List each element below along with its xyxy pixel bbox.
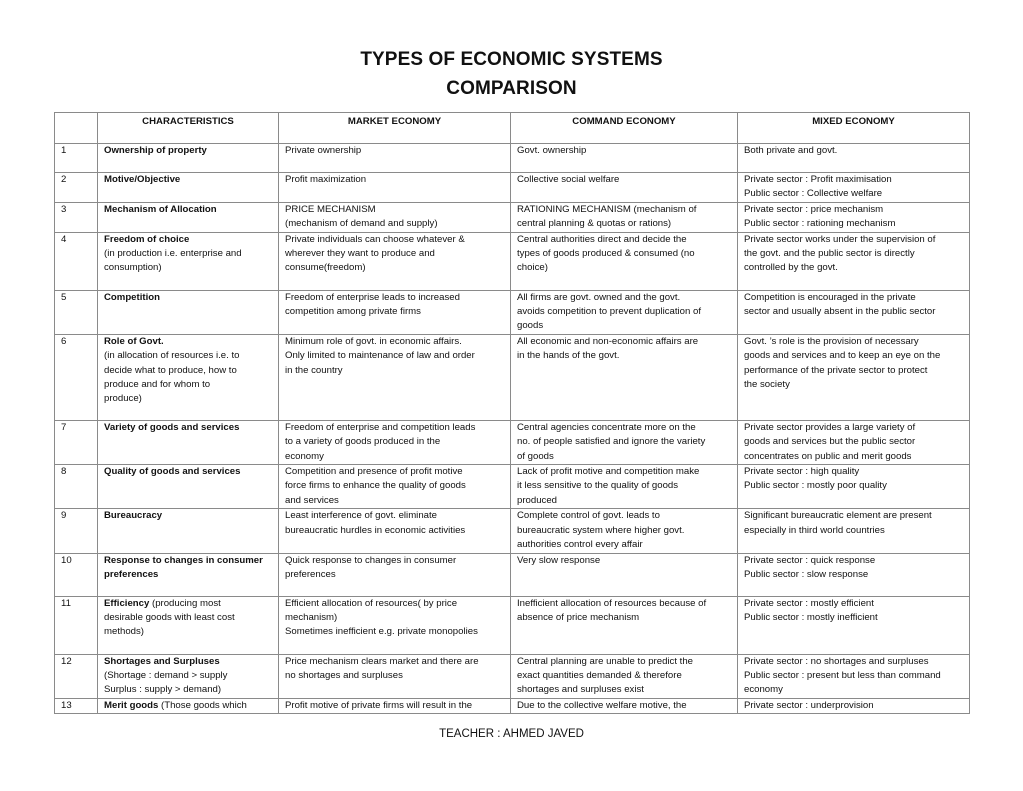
market-cell-line: Quick response to changes in consumer <box>285 554 457 566</box>
characteristic-line <box>104 699 272 713</box>
table-row <box>55 144 970 173</box>
table-row <box>55 173 970 203</box>
command-economy-cell <box>511 173 738 203</box>
mixed-cell-line: concentrates on public and merit goods <box>744 450 912 462</box>
characteristic-cell <box>98 698 279 713</box>
mixed-cell-line: economy <box>744 684 783 696</box>
market-cell-line: PRICE MECHANISM <box>285 203 376 215</box>
table-row <box>55 553 970 596</box>
market-economy-cell <box>279 334 511 420</box>
command-cell-line: RATIONING MECHANISM (mechanism of <box>517 203 697 215</box>
market-cell-line: in the country <box>285 364 343 376</box>
characteristic-note: (in production i.e. enterprise and <box>104 248 242 260</box>
mixed-cell-line: Both private and govt. <box>744 145 838 156</box>
mixed-economy-cell <box>738 232 970 290</box>
market-cell-line: Freedom of enterprise and competition leads <box>285 421 476 433</box>
characteristic-cell <box>98 202 279 232</box>
header-market-economy: MARKET ECONOMY <box>279 113 511 144</box>
market-cell-line: Freedom of enterprise leads to increased <box>285 291 460 303</box>
command-cell-line: choice) <box>517 262 548 274</box>
market-cell-line: to a variety of goods produced in the <box>285 436 441 448</box>
row-number: 7 <box>55 420 98 464</box>
market-cell-line: Only limited to maintenance of law and order <box>285 350 475 362</box>
characteristic-label: Response to changes in consumer <box>104 554 263 566</box>
characteristic-cell <box>98 173 279 203</box>
command-cell-line: Lack of profit motive and competition make <box>517 466 700 478</box>
table-row <box>55 202 970 232</box>
characteristic-cell <box>98 232 279 290</box>
market-economy-cell <box>279 232 511 290</box>
characteristic-label: Efficiency <box>104 597 150 609</box>
row-number: 2 <box>55 173 98 203</box>
table-row <box>55 232 970 290</box>
mixed-economy-cell <box>738 553 970 596</box>
mixed-cell-line: goods and services but the public sector <box>744 436 916 448</box>
characteristic-label: Quality of goods and services <box>104 466 241 478</box>
table-row <box>55 465 970 509</box>
market-cell-line: Private ownership <box>285 145 362 156</box>
characteristic-label: Variety of goods and services <box>104 421 240 433</box>
characteristic-line <box>104 669 272 683</box>
characteristic-cell <box>98 334 279 420</box>
characteristic-note: methods) <box>104 626 144 638</box>
header-command-economy: COMMAND ECONOMY <box>511 113 738 144</box>
mixed-cell-line: Public sector : rationing mechanism <box>744 218 896 230</box>
mixed-economy-cell <box>738 202 970 232</box>
mixed-cell-line: the govt. and the public sector is directly <box>744 248 915 260</box>
characteristic-line <box>104 349 272 363</box>
characteristic-line <box>104 655 272 669</box>
characteristic-line <box>104 203 272 217</box>
mixed-economy-cell <box>738 654 970 698</box>
characteristic-line <box>104 247 272 261</box>
characteristic-note: Surplus : supply > demand) <box>104 684 222 696</box>
mixed-cell-line: Public sector : Collective welfare <box>744 188 883 200</box>
characteristic-label: Freedom of choice <box>104 233 190 245</box>
command-cell-line: Central agencies concentrate more on the <box>517 421 696 433</box>
market-cell-line: economy <box>285 450 324 462</box>
command-cell-line: central planning & quotas or rations) <box>517 218 672 230</box>
characteristic-cell <box>98 509 279 553</box>
mixed-economy-cell <box>738 698 970 713</box>
characteristic-label: Mechanism of Allocation <box>104 203 217 215</box>
characteristic-cell <box>98 553 279 596</box>
market-cell-line: Profit maximization <box>285 174 367 185</box>
characteristic-line <box>104 625 272 639</box>
row-number: 6 <box>55 334 98 420</box>
table-row <box>55 290 970 334</box>
page-subtitle: COMPARISON <box>446 78 577 99</box>
mixed-cell-line: Public sector : slow response <box>744 568 869 580</box>
characteristic-label: Role of Govt. <box>104 335 164 347</box>
command-cell-line: Due to the collective welfare motive, the <box>517 699 687 711</box>
teacher-credit: TEACHER : AHMED JAVED <box>439 728 584 740</box>
mixed-cell-line: controlled by the govt. <box>744 262 838 274</box>
mixed-economy-cell <box>738 509 970 553</box>
characteristic-note: produce and for whom to <box>104 379 211 391</box>
characteristic-line <box>104 233 272 247</box>
row-number: 13 <box>55 698 98 713</box>
mixed-economy-cell <box>738 290 970 334</box>
command-economy-cell <box>511 144 738 173</box>
mixed-cell-line: the society <box>744 379 790 391</box>
characteristic-line <box>104 364 272 378</box>
row-number: 1 <box>55 144 98 173</box>
mixed-cell-line: sector and usually absent in the public sector <box>744 306 936 318</box>
command-economy-cell <box>511 654 738 698</box>
characteristic-line <box>104 568 272 582</box>
characteristic-label: Bureaucracy <box>104 510 163 522</box>
table-body <box>55 144 970 714</box>
characteristic-note: (Shortage : demand > supply <box>104 669 228 681</box>
command-economy-cell <box>511 553 738 596</box>
characteristic-note: (Those goods which <box>158 699 247 711</box>
command-economy-cell <box>511 290 738 334</box>
market-cell-line: bureaucratic hurdles in economic activities <box>285 524 466 536</box>
table-header-row <box>55 113 970 144</box>
header-number <box>55 113 98 144</box>
mixed-cell-line: Private sector provides a large variety of <box>744 421 916 433</box>
table-row <box>55 334 970 420</box>
command-economy-cell <box>511 698 738 713</box>
page-title: TYPES OF ECONOMIC SYSTEMS <box>360 49 663 70</box>
command-cell-line: exact quantities demanded & therefore <box>517 669 682 681</box>
command-cell-line: types of goods produced & consumed (no <box>517 248 695 260</box>
row-number: 3 <box>55 202 98 232</box>
characteristic-line <box>104 392 272 406</box>
market-economy-cell <box>279 596 511 654</box>
mixed-cell-line: Private sector works under the supervision of <box>744 233 936 245</box>
characteristic-cell <box>98 465 279 509</box>
market-cell-line: Competition and presence of profit motive <box>285 466 463 478</box>
market-cell-line: (mechanism of demand and supply) <box>285 218 438 230</box>
market-cell-line: Sometimes inefficient e.g. private monopolies <box>285 626 478 638</box>
command-cell-line: Inefficient allocation of resources because of <box>517 597 707 609</box>
command-cell-line: All firms are govt. owned and the govt. <box>517 291 681 303</box>
row-number: 4 <box>55 232 98 290</box>
command-cell-line: goods <box>517 320 544 332</box>
market-economy-cell <box>279 509 511 553</box>
market-cell-line: preferences <box>285 568 336 580</box>
market-economy-cell <box>279 698 511 713</box>
command-cell-line: Central authorities direct and decide the <box>517 233 687 245</box>
table-row <box>55 654 970 698</box>
mixed-economy-cell <box>738 334 970 420</box>
market-economy-cell <box>279 202 511 232</box>
market-cell-line: mechanism) <box>285 611 338 623</box>
characteristic-line <box>104 509 272 523</box>
market-economy-cell <box>279 420 511 464</box>
market-cell-line: Minimum role of govt. in economic affairs. <box>285 335 462 347</box>
command-cell-line: bureaucratic system where higher govt. <box>517 524 685 536</box>
market-economy-cell <box>279 465 511 509</box>
characteristic-note: (producing most <box>149 597 221 609</box>
table-row <box>55 698 970 713</box>
market-cell-line: Profit motive of private firms will result in the <box>285 699 473 711</box>
command-economy-cell <box>511 509 738 553</box>
characteristic-label: Shortages and Surpluses <box>104 655 220 667</box>
market-economy-cell <box>279 553 511 596</box>
market-economy-cell <box>279 654 511 698</box>
command-cell-line: no. of people satisfied and ignore the variety <box>517 436 706 448</box>
characteristic-label: Merit goods <box>104 699 159 711</box>
table-row <box>55 509 970 553</box>
mixed-cell-line: performance of the private sector to protect <box>744 364 928 376</box>
market-cell-line: Efficient allocation of resources( by price <box>285 597 458 609</box>
characteristic-line <box>104 144 272 158</box>
comparison-table <box>54 112 970 714</box>
command-economy-cell <box>511 465 738 509</box>
mixed-cell-line: Significant bureaucratic element are present <box>744 510 932 522</box>
command-cell-line: authorities control every affair <box>517 539 643 551</box>
characteristic-note: desirable goods with least cost <box>104 611 235 623</box>
market-cell-line: force firms to enhance the quality of goods <box>285 480 466 492</box>
command-cell-line: in the hands of the govt. <box>517 350 620 362</box>
command-cell-line: absence of price mechanism <box>517 611 640 623</box>
command-economy-cell <box>511 232 738 290</box>
row-number: 11 <box>55 596 98 654</box>
market-economy-cell <box>279 290 511 334</box>
characteristic-line <box>104 554 272 568</box>
mixed-cell-line: goods and services and to keep an eye on the <box>744 350 941 362</box>
header-characteristics: CHARACTERISTICS <box>98 113 279 144</box>
characteristic-line <box>104 173 272 187</box>
mixed-cell-line: Private sector : quick response <box>744 554 876 566</box>
row-number: 5 <box>55 290 98 334</box>
characteristic-label: preferences <box>104 568 159 580</box>
table-row <box>55 596 970 654</box>
characteristic-note: decide what to produce, how to <box>104 364 237 376</box>
mixed-cell-line: Competition is encouraged in the private <box>744 291 916 303</box>
market-cell-line: no shortages and surpluses <box>285 669 403 681</box>
mixed-cell-line: Private sector : mostly efficient <box>744 597 874 609</box>
mixed-economy-cell <box>738 173 970 203</box>
characteristic-cell <box>98 420 279 464</box>
mixed-cell-line: Private sector : Profit maximisation <box>744 174 892 185</box>
command-cell-line: Very slow response <box>517 554 601 566</box>
characteristic-line <box>104 291 272 305</box>
header-mixed-economy: MIXED ECONOMY <box>738 113 970 144</box>
mixed-cell-line: Public sector : mostly poor quality <box>744 480 887 492</box>
market-cell-line: and services <box>285 494 339 506</box>
characteristic-line <box>104 611 272 625</box>
command-economy-cell <box>511 596 738 654</box>
characteristic-cell <box>98 596 279 654</box>
mixed-cell-line: Govt. ’s role is the provision of necessary <box>744 335 919 347</box>
characteristic-line <box>104 597 272 611</box>
mixed-cell-line: Private sector : no shortages and surpluses <box>744 655 929 667</box>
mixed-cell-line: Private sector : high quality <box>744 466 860 478</box>
market-cell-line: Price mechanism clears market and there are <box>285 655 479 667</box>
mixed-cell-line: Private sector : underprovision <box>744 699 874 711</box>
market-cell-line: Private individuals can choose whatever & <box>285 233 465 245</box>
characteristic-label: Ownership of property <box>104 145 207 156</box>
characteristic-line <box>104 683 272 697</box>
command-cell-line: produced <box>517 494 558 506</box>
characteristic-note: consumption) <box>104 262 162 274</box>
table-row <box>55 420 970 464</box>
mixed-economy-cell <box>738 420 970 464</box>
row-number: 10 <box>55 553 98 596</box>
market-economy-cell <box>279 144 511 173</box>
characteristic-cell <box>98 654 279 698</box>
command-cell-line: Collective social welfare <box>517 174 620 185</box>
characteristic-line <box>104 261 272 275</box>
row-number: 12 <box>55 654 98 698</box>
command-economy-cell <box>511 202 738 232</box>
mixed-economy-cell <box>738 596 970 654</box>
row-number: 9 <box>55 509 98 553</box>
command-cell-line: Complete control of govt. leads to <box>517 510 660 522</box>
market-cell-line: wherever they want to produce and <box>285 248 435 260</box>
command-economy-cell <box>511 420 738 464</box>
characteristic-label: Motive/Objective <box>104 174 181 185</box>
market-cell-line: competition among private firms <box>285 306 421 318</box>
command-cell-line: of goods <box>517 450 554 462</box>
characteristic-line <box>104 335 272 349</box>
market-cell-line: consume(freedom) <box>285 262 366 274</box>
command-cell-line: avoids competition to prevent duplication of <box>517 306 701 318</box>
mixed-cell-line: Private sector : price mechanism <box>744 203 884 215</box>
command-cell-line: Central planning are unable to predict the <box>517 655 694 667</box>
characteristic-cell <box>98 144 279 173</box>
command-economy-cell <box>511 334 738 420</box>
market-cell-line: Least interference of govt. eliminate <box>285 510 437 522</box>
command-cell-line: All economic and non-economic affairs are <box>517 335 699 347</box>
mixed-economy-cell <box>738 465 970 509</box>
characteristic-line <box>104 378 272 392</box>
characteristic-cell <box>98 290 279 334</box>
mixed-cell-line: Public sector : present but less than command <box>744 669 941 681</box>
command-cell-line: Govt. ownership <box>517 145 587 156</box>
mixed-cell-line: especially in third world countries <box>744 524 885 536</box>
mixed-economy-cell <box>738 144 970 173</box>
characteristic-note: produce) <box>104 393 142 405</box>
row-number: 8 <box>55 465 98 509</box>
command-cell-line: it less sensitive to the quality of goods <box>517 480 679 492</box>
command-cell-line: shortages and surpluses exist <box>517 684 644 696</box>
mixed-cell-line: Public sector : mostly inefficient <box>744 611 878 623</box>
characteristic-label: Competition <box>104 291 160 303</box>
characteristic-line <box>104 421 272 435</box>
characteristic-note: (in allocation of resources i.e. to <box>104 350 240 362</box>
market-economy-cell <box>279 173 511 203</box>
characteristic-line <box>104 465 272 479</box>
